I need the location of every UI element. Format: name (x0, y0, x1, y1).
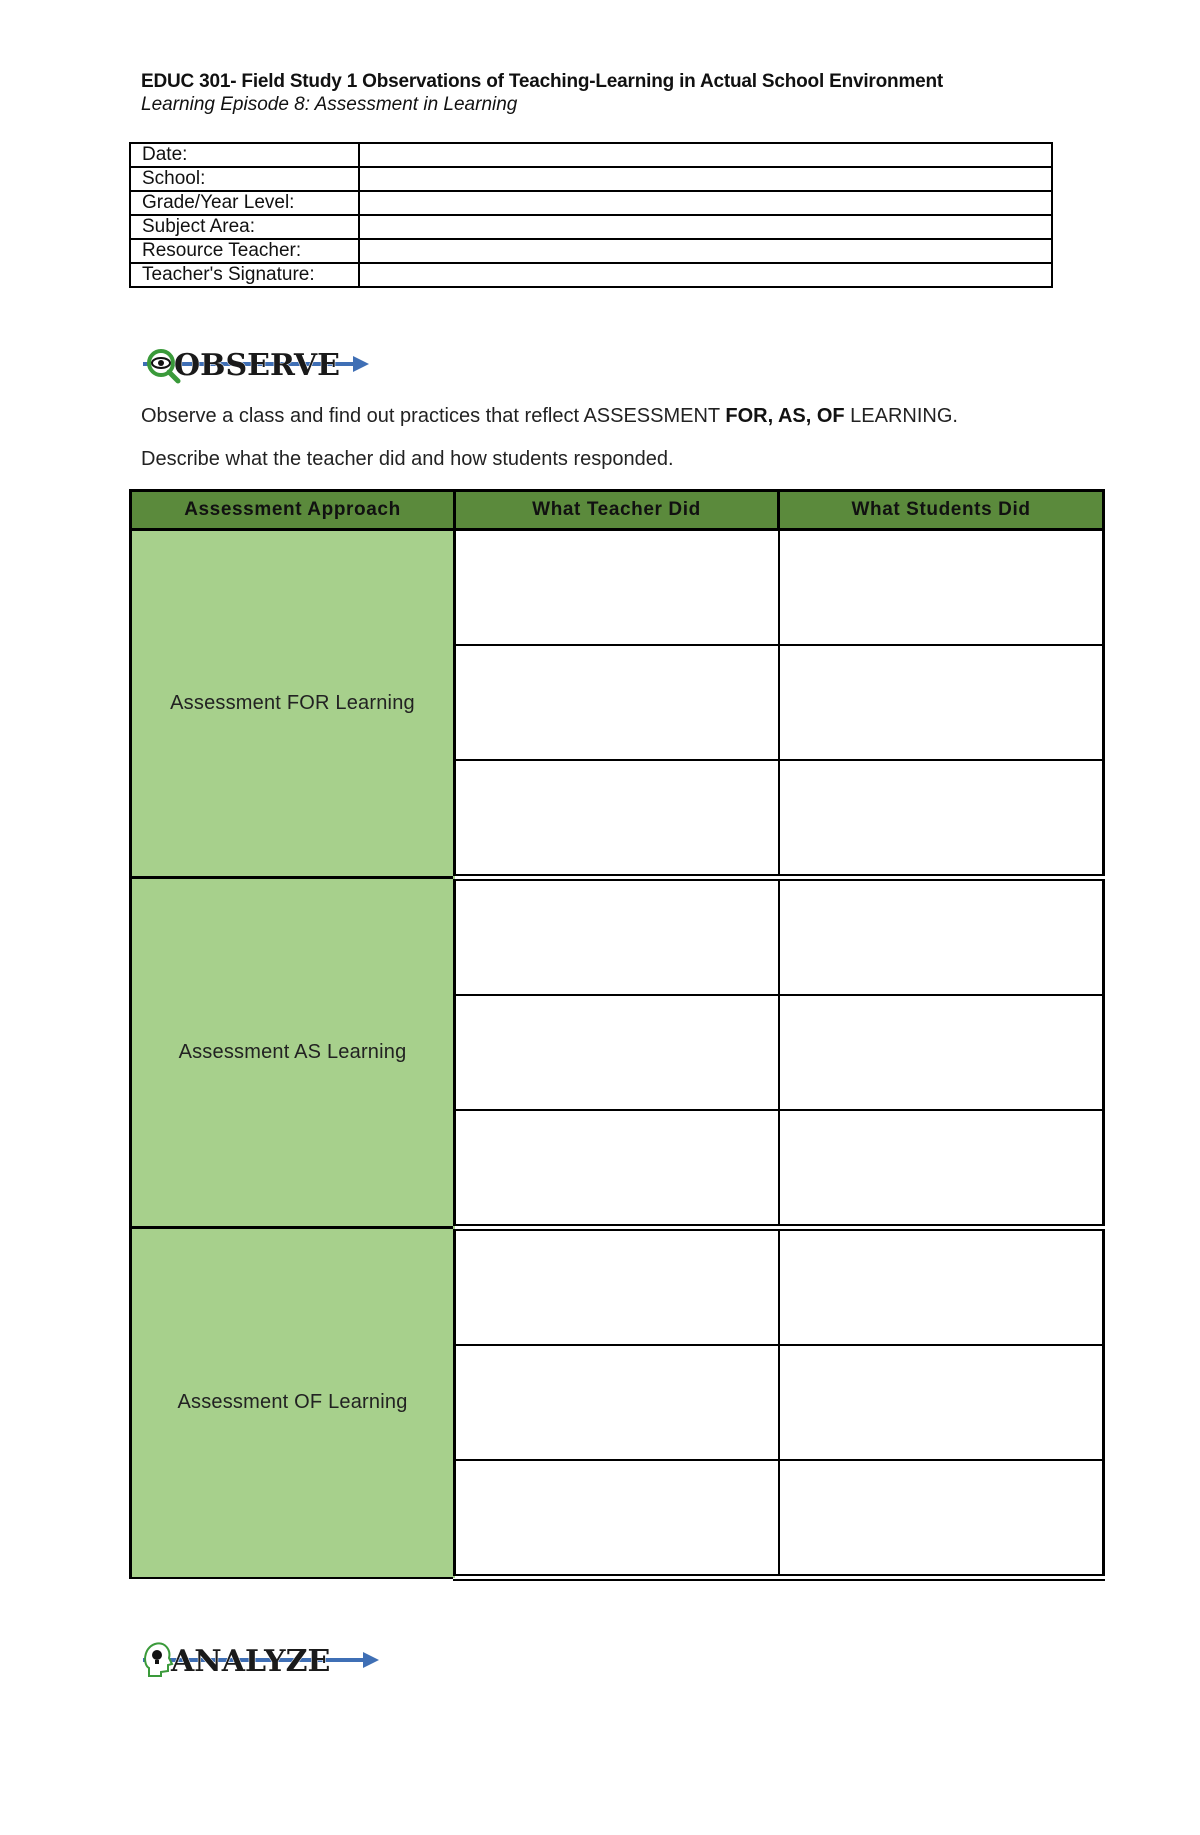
students-cell[interactable] (779, 1345, 1104, 1460)
students-cell[interactable] (779, 1110, 1104, 1228)
teacher-cell[interactable] (455, 530, 779, 646)
teacher-cell[interactable] (455, 1345, 779, 1460)
header-what-students-did: What Students Did (779, 491, 1104, 530)
course-title: EDUC 301- Field Study 1 Observations of Teaching-Learning in Actual School Environment (141, 71, 944, 92)
observe-banner (141, 342, 371, 386)
info-label: Resource Teacher: (130, 239, 359, 263)
info-row-resource-teacher (130, 239, 1052, 263)
teacher-cell[interactable] (455, 1460, 779, 1578)
table-header-row (131, 491, 1104, 530)
approach-as-learning: Assessment AS Learning (131, 878, 455, 1228)
info-label: Grade/Year Level: (130, 191, 359, 215)
info-value-subject-area[interactable] (359, 215, 1052, 239)
info-label: School: (130, 167, 359, 191)
info-row-school (130, 167, 1052, 191)
students-cell[interactable] (779, 645, 1104, 760)
analyze-banner (141, 1638, 381, 1682)
info-label: Teacher's Signature: (130, 263, 359, 287)
students-cell[interactable] (779, 995, 1104, 1110)
teacher-cell[interactable] (455, 1110, 779, 1228)
episode-title: Learning Episode 8: Assessment in Learning (141, 94, 518, 115)
students-cell[interactable] (779, 1228, 1104, 1346)
info-label: Subject Area: (130, 215, 359, 239)
teacher-cell[interactable] (455, 645, 779, 760)
analyze-banner-text: ANALYZE (171, 1644, 331, 1679)
info-row-grade-level (130, 191, 1052, 215)
students-cell[interactable] (779, 878, 1104, 996)
teacher-cell[interactable] (455, 878, 779, 996)
info-row-teacher-signature (130, 263, 1052, 287)
observe-banner-graphic (141, 342, 371, 386)
info-value-resource-teacher[interactable] (359, 239, 1052, 263)
observation-table (129, 489, 1105, 1581)
info-value-date[interactable] (359, 143, 1052, 167)
teacher-cell[interactable] (455, 995, 779, 1110)
students-cell[interactable] (779, 760, 1104, 878)
info-value-grade-level[interactable] (359, 191, 1052, 215)
approach-for-learning: Assessment FOR Learning (131, 530, 455, 878)
students-cell[interactable] (779, 530, 1104, 646)
analyze-banner-graphic (141, 1638, 381, 1682)
info-label: Date: (130, 143, 359, 167)
instruction-prefix: Observe a class and find out practices that reflect ASSESSMENT (141, 405, 726, 427)
head-lightbulb-icon (145, 1643, 172, 1676)
table-row (131, 1228, 1104, 1346)
observe-instruction (141, 404, 958, 428)
approach-of-learning: Assessment OF Learning (131, 1228, 455, 1578)
table-row (131, 878, 1104, 996)
instruction-bold: FOR, AS, OF (725, 405, 845, 427)
info-row-date (130, 143, 1052, 167)
info-table (129, 142, 1053, 288)
describe-instruction: Describe what the teacher did and how students responded. (141, 448, 674, 470)
header-assessment-approach: Assessment Approach (131, 491, 455, 530)
teacher-cell[interactable] (455, 760, 779, 878)
header-what-teacher-did: What Teacher Did (455, 491, 779, 530)
students-cell[interactable] (779, 1460, 1104, 1578)
observe-banner-text: OBSERVE (174, 348, 341, 383)
instruction-suffix: LEARNING. (844, 405, 958, 427)
info-row-subject-area (130, 215, 1052, 239)
table-row (131, 530, 1104, 646)
info-value-teacher-signature[interactable] (359, 263, 1052, 287)
teacher-cell[interactable] (455, 1228, 779, 1346)
page-header (141, 70, 1081, 116)
info-value-school[interactable] (359, 167, 1052, 191)
